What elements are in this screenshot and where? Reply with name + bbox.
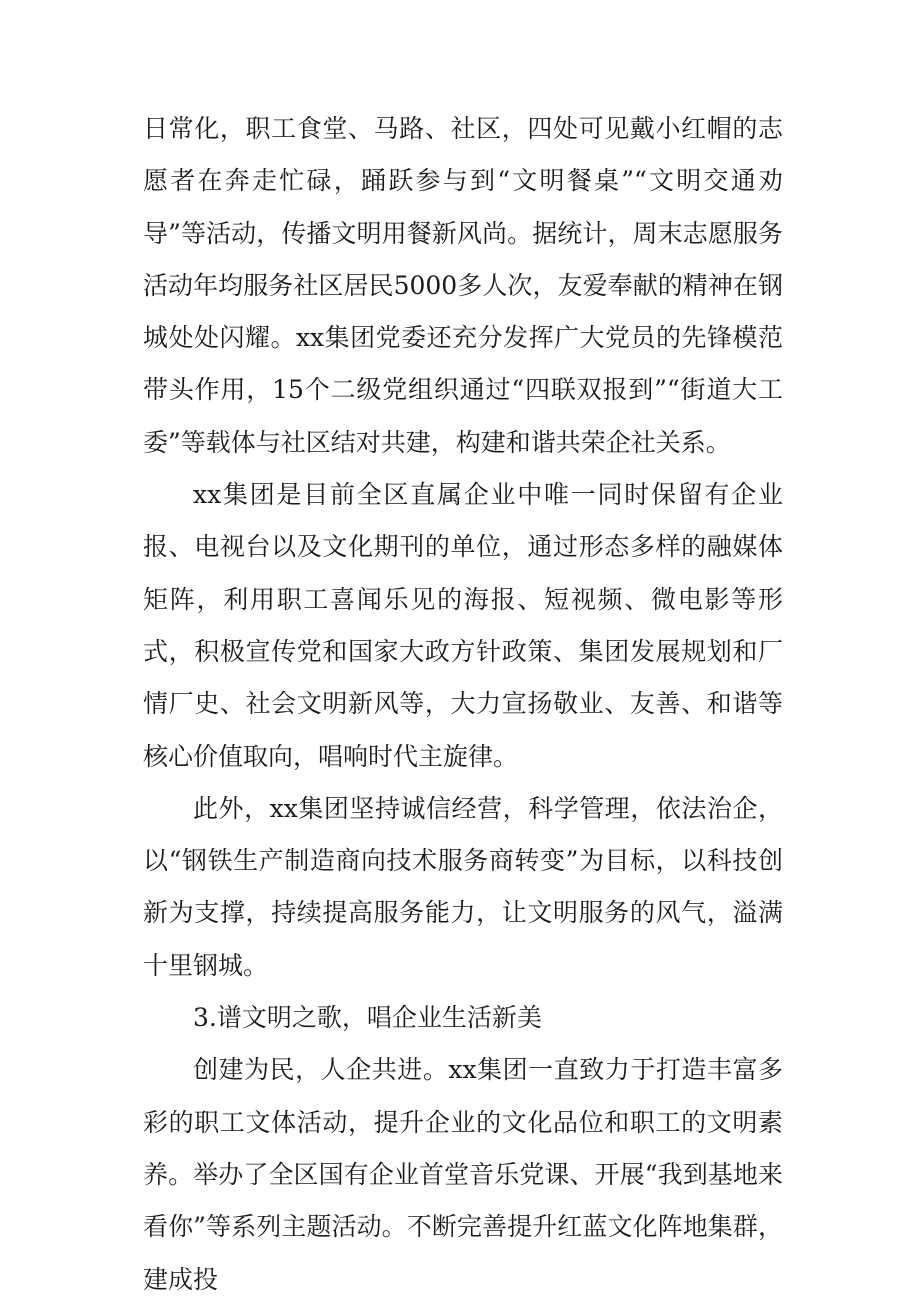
paragraph-integrity-management: 此外，xx集团坚持诚信经营，科学管理，依法治企，以“钢铁生产制造商向技术服务商转变”为目标，以科技创新为支撑，持续提高服务能力，让文明服务的风气，溢满十里钢城。 <box>143 793 783 980</box>
paragraph-media-matrix: xx集团是目前全区直属企业中唯一同时保留有企业报、电视台以及文化期刊的单位，通过形态多样的融媒体矩阵，利用职工喜闻乐见的海报、短视频、微电影等形式，积极宣传党和国家大政方针政策、集团发展规划和厂情厂史、社会文明新风等，大力宣扬敬业、友善、和谐等核心价值取向，唱响时代主旋律。 <box>143 480 783 771</box>
section-heading: 3.谱文明之歌，唱企业生活新美 <box>193 1003 542 1033</box>
paragraph-culture-activities: 创建为民，人企共进。xx集团一直致力于打造丰富多彩的职工文体活动，提升企业的文化品位和职工的文明素养。举办了全区国有企业首堂音乐党课、开展“我到基地来看你”等系列主题活动。不断完善提升红蓝文化阵地集群，建成投 <box>143 1055 783 1294</box>
paragraph-volunteer-service: 日常化，职工食堂、马路、社区，四处可见戴小红帽的志愿者在奔走忙碌，踊跃参与到“文明餐桌”“文明交通劝导”等活动，传播文明用餐新风尚。据统计，周末志愿服务活动年均服务社区居民5000多人次，友爱奉献的精神在钢城处处闪耀。xx集团党委还充分发挥广大党员的先锋模范带头作用，15个二级党组织通过“四联双报到”“街道大工委”等载体与社区结对共建，构建和谐共荣企社关系。 <box>143 114 783 457</box>
document-body <box>143 103 783 1306</box>
